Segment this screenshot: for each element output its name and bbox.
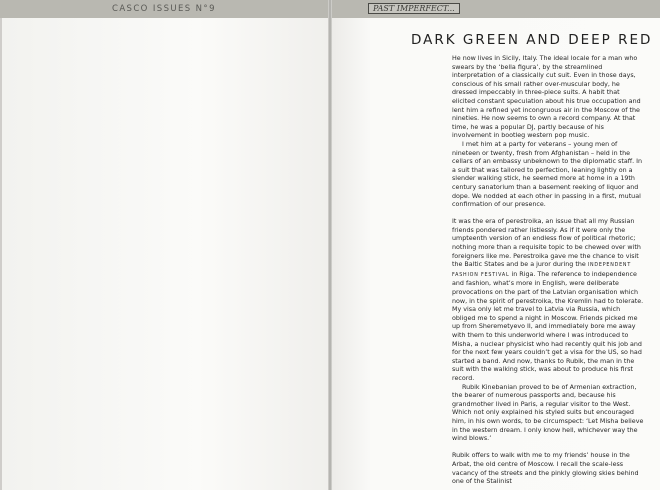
paragraph-4: Rubik Kinebanian proved to be of Armenian extraction, the bearer of numerous passports and, because his grandmother lived in Paris, a regular visitor to the West. Which not only explained his styled suits but encouraged him, in his own words, to be circumspect: ‘Let Misha believe in the western dream. I only know hell, whichever way the wind blows.’ (452, 383, 644, 443)
paragraph-3-part-2: in Riga. The reference to independence and fashion, what’s more in English, were deliberate provocations on the part of the Latvian organisation which now, in the spirit of perestroika, the Kremlin had to tolerate. My visa only let me travel to Latvia via Russia, which obliged me to spend a night in Moscow. Friends picked me up from Sheremetyevo II, and immediately bore me away with them to this underworld where I was introduced to Misha, a nuclear physicist who had recently quit his job and for the next few years couldn’t get a visa for the US, so had started a band. And now, thanks to Rubik, the man in the suit with the walking stick, was about to produce his first record. (452, 270, 644, 382)
paragraph-1: He now lives in Sicily, Italy. The ideal locale for a man who swears by the ‘bella figura’, by the streamlined interpretation of a classically cut suit. Even in those days, conscious of his small rather over-muscular body, he dressed impeccably in three-piece suits. A habit that elicited constant speculation about his true occupation and lent him a refined yet incongruous air in the Moscow of the nineties. He now seems to own a record company. At that time, he was a popular DJ, partly because of his involvement in bootleg western pop music. (452, 55, 641, 140)
section-tag: PAST IMPERFECT... (368, 3, 460, 14)
paragraph-2: I met him at a party for veterans – young men of nineteen or twenty, fresh from Afghanistan – held in the cellars of an embassy unbeknown to the diplomatic staff. In a suit that was tailored to perfection, leaning lightly on a slender walking stick, he seemed more at home in a 19th century sanatorium than a basement reeking of liquor and dope. We nodded at each other in passing in a first, mutual confirmation of our presence. (452, 140, 643, 209)
issue-label: CASCO ISSUES N°9 (112, 4, 216, 14)
festival-name-smallcaps: INDEPENDENT FASHION FESTIVAL (452, 263, 632, 278)
article-body (452, 55, 644, 487)
paragraph-3 (452, 218, 644, 383)
paragraph-5: Rubik offers to walk with me to my friends’ house in the Arbat, the old centre of Moscow. I recall the scale-less vacancy of the streets and the pinkly glowing skies behind one of the Stalinist (452, 452, 639, 486)
article-title: DARK GREEN AND DEEP RED (411, 32, 653, 48)
left-page-blank (2, 18, 328, 490)
page-gutter (328, 0, 332, 490)
paragraph-3-part-1: It was the era of perestroika, an issue that all my Russian friends pondered rather listlessly. As if it were only the umpteenth version of an endless flow of political rhetoric; nothing more than a requisite topic to be chewed over with foreigners like me. Perestroika gave me the chance to visit the Baltic States and be a juror during the (452, 218, 641, 269)
